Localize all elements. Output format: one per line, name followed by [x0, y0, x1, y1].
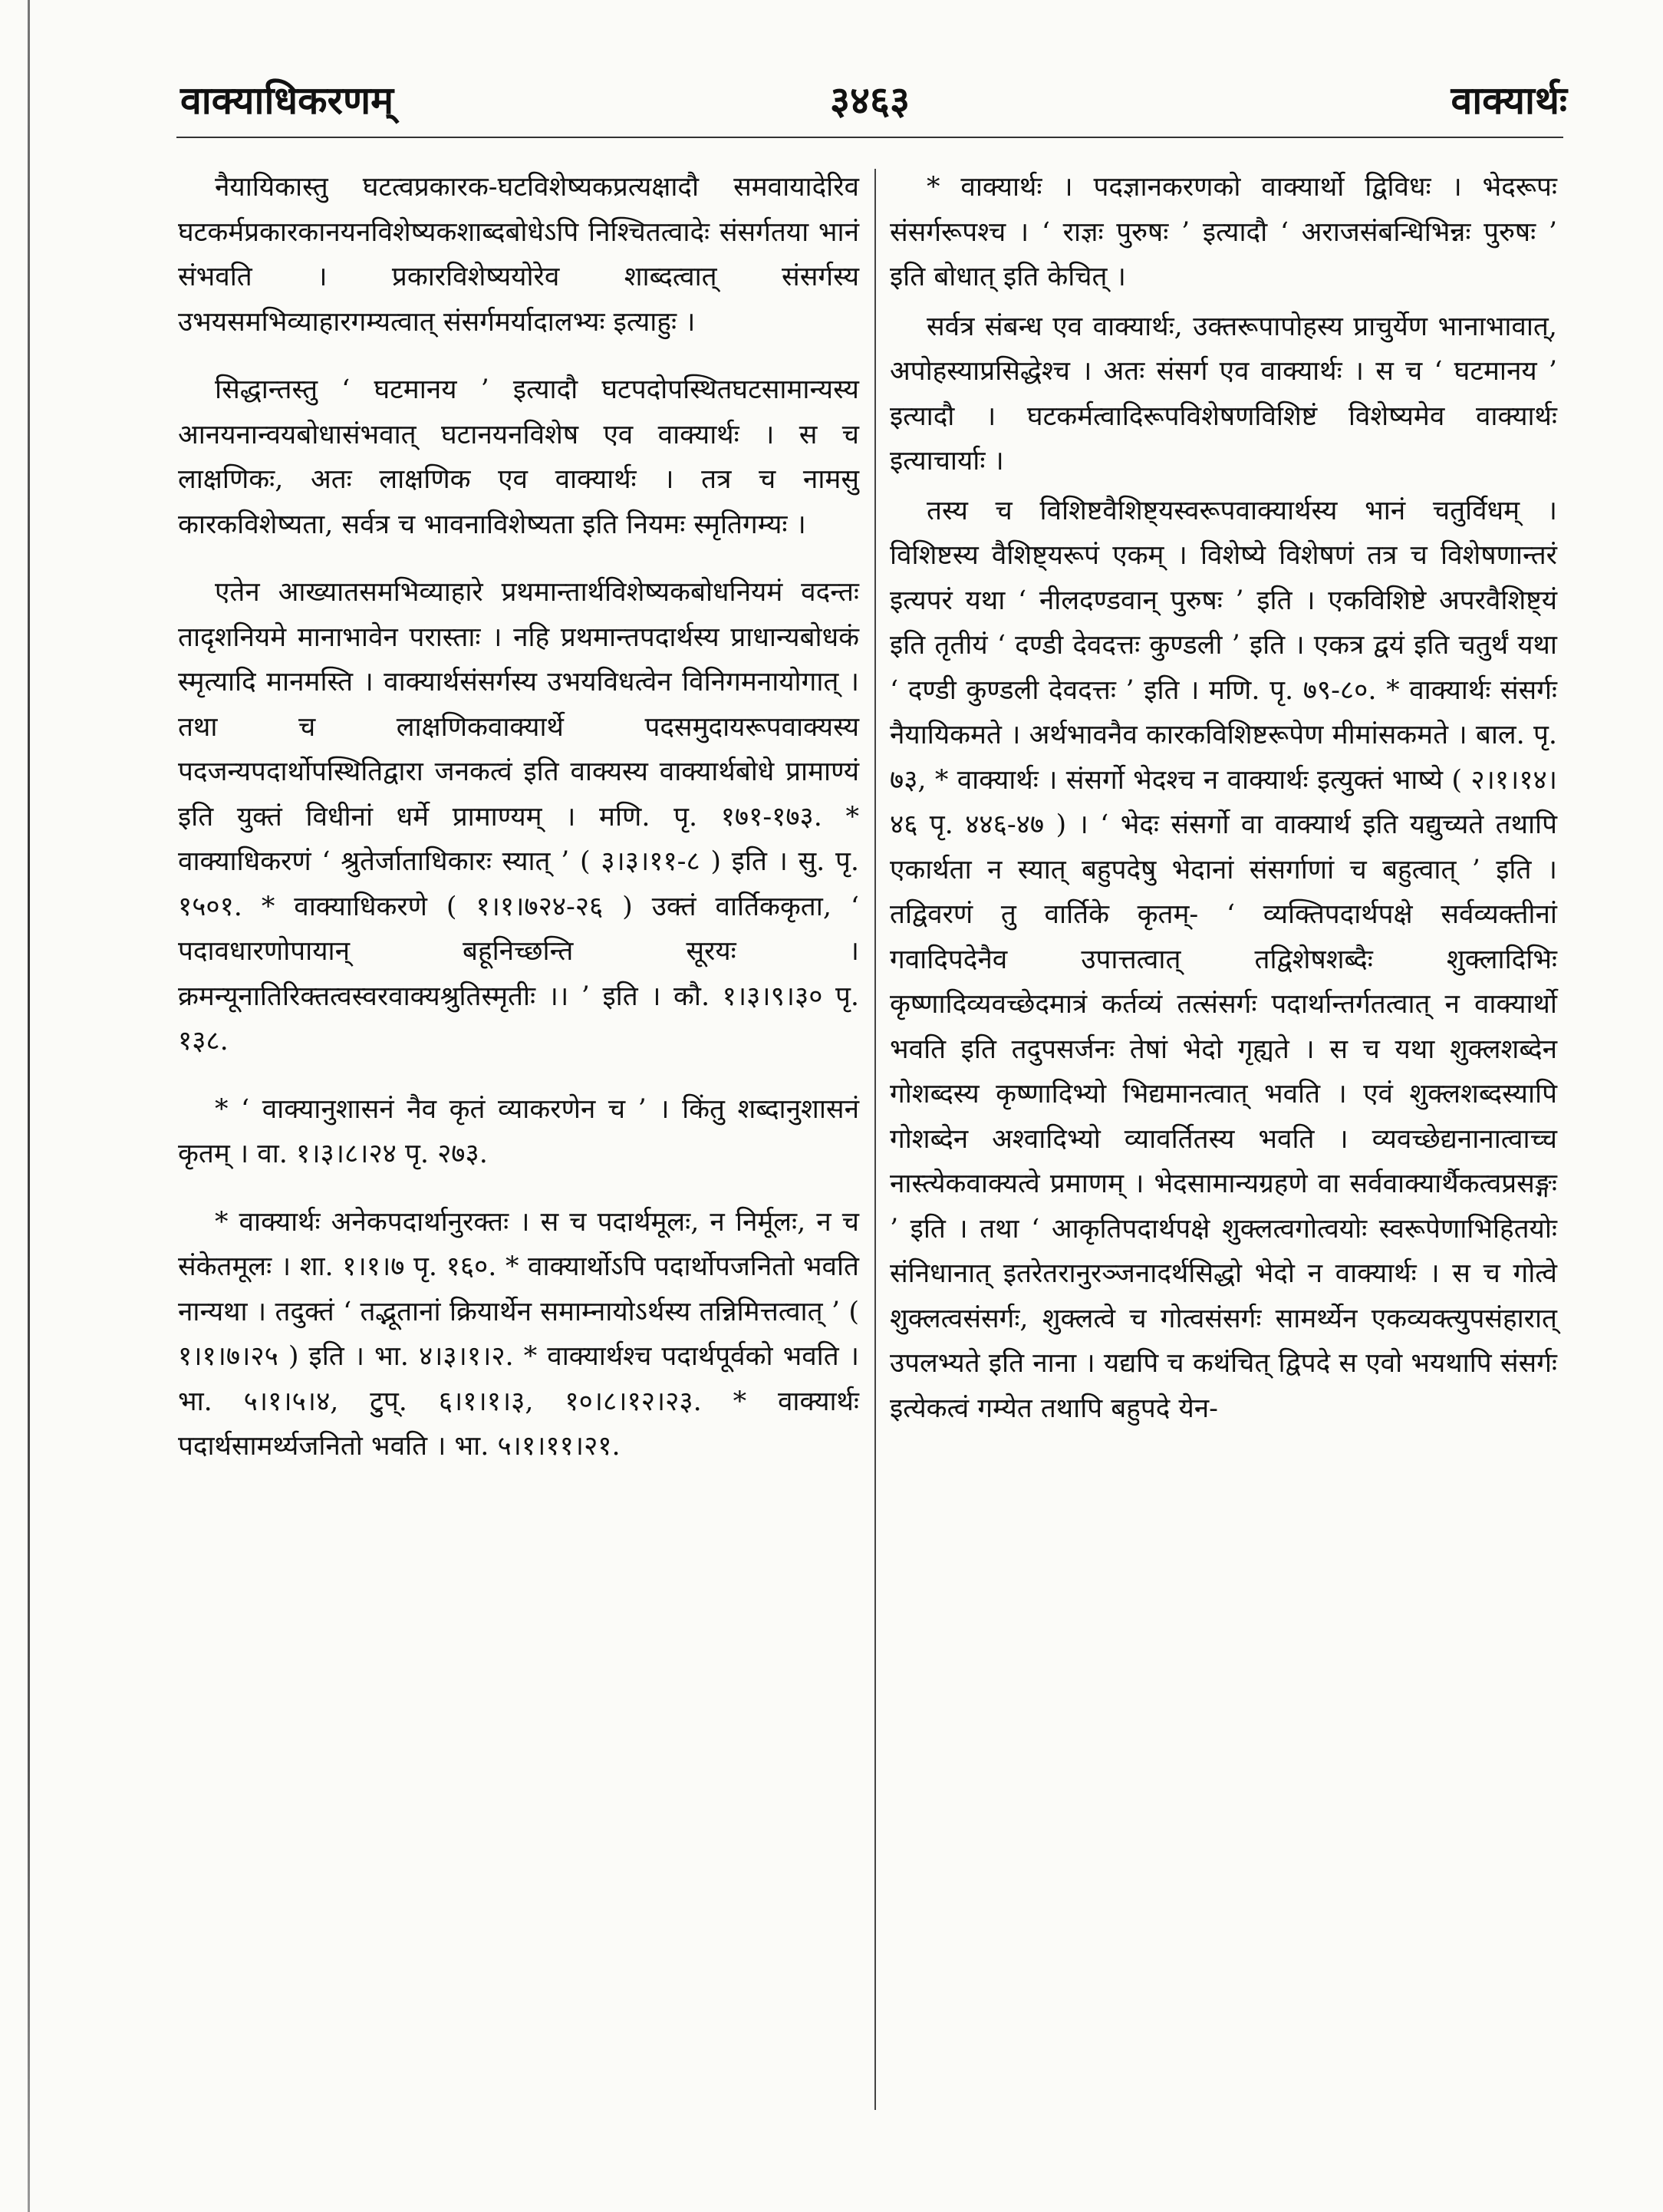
left-paragraph-2: सिद्धान्तस्तु ‘ घटमानय ’ इत्यादौ घटपदोपस्थितघटसामान्यस्य आनयनान्वयबोधासंभवात् घटानयनविशेष एव वाक्यार्थः । स च लाक्षणिकः, अतः लाक्षणिक एव वाक्यार्थः । तत्र च नामसु कारकविशेष्यता, सर्वत्र च भावनाविशेष्यता इति नियमः स्मृतिगम्यः । — [178, 374, 859, 540]
left-paragraph-3: एतेन आख्यातसमभिव्याहारे प्रथमान्तार्थविशेष्यकबोधनियमं वदन्तः तादृशनियमे मानाभावेन परास्ताः । नहि प्रथमान्तपदार्थस्य प्राधान्यबोधकं स्मृत्यादि मानमस्ति । वाक्यार्थसंसर्गस्य उभयविधत्वेन विनिगमनायोगात् । तथा च लाक्षणिकवाक्यार्थे पदसमुदायरूपवाक्यस्य पदजन्यपदार्थोपस्थितिद्वारा जनकत्वं इति वाक्यस्य वाक्यार्थबोधे प्रामाण्यं इति युक्तं विधीनां धर्मे प्रामाण्यम् । मणि. पृ. १७१-१७३. * वाक्याधिकरणं ‘ श्रुतेर्जाताधिकारः स्यात् ’ ( ३।३।११-८ ) इति । सु. पृ. १५०१. * वाक्याधिकरणे ( १।१।७२४-२६ ) उक्तं वार्तिककृता, ‘ पदावधारणोपायान् बहूनिच्छन्ति सूरयः । क्रमन्यूनातिरिक्तत्वस्वरवाक्यश्रुतिस्मृतीः ।। ’ इति । कौ. १।३।९।३० पृ. १३८. — [178, 577, 859, 1057]
header-divider — [176, 137, 1563, 138]
left-column — [178, 165, 859, 1492]
right-paragraph-1: * वाक्यार्थः । पदज्ञानकरणको वाक्यार्थो द्विविधः । भेदरूपः संसर्गरूपश्च । ‘ राज्ञः पुरुषः ’ इत्यादौ ‘ अराजसंबन्धिभिन्नः पुरुषः ’ इति बोधात् इति केचित् । — [890, 172, 1557, 292]
column-divider — [874, 169, 876, 2110]
left-paragraph-1: नैयायिकास्तु घटत्वप्रकारक-घटविशेष्यकप्रत्यक्षादौ समवायादेरिव घटकर्मप्रकारकानयनविशेष्यकशाब्दबोधेऽपि निश्चितत्वादेः संसर्गतया भानं संभवति । प्रकारविशेष्ययोरेव शाब्दत्वात् संसर्गस्य उभयसमभिव्याहारगम्यत्वात् संसर्गमर्यादालभ्यः इत्याहुः । — [178, 172, 859, 338]
header-right-title: वाक्यार्थः — [1451, 77, 1567, 123]
right-paragraph-2: सर्वत्र संबन्ध एव वाक्यार्थः, उक्तरूपापोहस्य प्राचुर्येण भानाभावात्, अपोहस्याप्रसिद्धेश्च । अतः संसर्ग एव वाक्यार्थः । स च ‘ घटमानय ’ इत्यादौ । घटकर्मत्वादिरूपविशेषणविशिष्टं विशेष्यमेव वाक्यार्थः इत्याचार्याः । — [890, 311, 1557, 476]
page-edge-border — [28, 0, 30, 2212]
header-left-title: वाक्याधिकरणम् — [180, 77, 394, 123]
right-paragraph-3: तस्य च विशिष्टवैशिष्ट्यस्वरूपवाक्यार्थस्य भानं चतुर्विधम् । विशिष्टस्य वैशिष्ट्यरूपं एकम् । विशेष्ये विशेषणं तत्र च विशेषणान्तरं इत्यपरं यथा ‘ नीलदण्डवान् पुरुषः ’ इति । एकविशिष्टे अपरवैशिष्ट्यं इति तृतीयं ‘ दण्डी देवदत्तः कुण्डली ’ इति । एकत्र द्वयं इति चतुर्थं यथा ‘ दण्डी कुण्डली देवदत्तः ’ इति । मणि. पृ. ७९-८०. * वाक्यार्थः संसर्गः नैयायिकमते । अर्थभावनैव कारकविशिष्टरूपेण मीमांसकमते । बाल. पृ. ७३, * वाक्यार्थः । संसर्गो भेदश्च न वाक्यार्थः इत्युक्तं भाष्ये ( २।१।१४।४६ पृ. ४४६-४७ ) । ‘ भेदः संसर्गो वा वाक्यार्थ इति यद्युच्यते तथापि एकार्थता न स्यात् बहुपदेषु भेदानां संसर्गाणां च बहुत्वात् ’ इति । तद्विवरणं तु वार्तिके कृतम्- ‘ व्यक्तिपदार्थपक्षे सर्वव्यक्तीनां गवादिपदेनैव उपात्तत्वात् तद्विशेषशब्दैः शुक्लादिभिः कृष्णादिव्यवच्छेदमात्रं कर्तव्यं तत्संसर्गः पदार्थान्तर्गतत्वात् न वाक्यार्थो भवति इति तदुपसर्जनः तेषां भेदो गृह्यते । स च यथा शुक्लशब्देन गोशब्दस्य कृष्णादिभ्यो भिद्यमानत्वात् भवति । एवं शुक्लशब्दस्यापि गोशब्देन अश्वादिभ्यो व्यावर्तितस्य भवति । व्यवच्छेद्यनानात्वाच्च नास्त्येकवाक्यत्वे प्रमाणम् । भेदसामान्यग्रहणे वा सर्ववाक्यार्थैकत्वप्रसङ्गः ’ इति । तथा ‘ आकृतिपदार्थपक्षे शुक्लत्वगोत्वयोः स्वरूपेणाभिहितयोः संनिधानात् इतरेतरानुरञ्जनादर्थसिद्धो भेदो न वाक्यार्थः । स च गोत्वे शुक्लत्वसंसर्गः, शुक्लत्वे च गोत्वसंसर्गः सामर्थ्येन एकव्यक्त्युपसंहारात् उपलभ्यते इति नाना । यद्यपि च कथंचित् द्विपदे स एवो भयथापि संसर्गः इत्येकत्वं गम्येत तथापि बहुपदे येन- — [890, 495, 1557, 1424]
left-paragraph-5: * वाक्यार्थः अनेकपदार्थानुरक्तः । स च पदार्थमूलः, न निर्मूलः, न च संकेतमूलः । शा. १।१।७ पृ. १६०. * वाक्यार्थोऽपि पदार्थोपजनितो भवति नान्यथा । तदुक्तं ‘ तद्भूतानां क्रियार्थेन समाम्नायोऽर्थस्य तन्निमित्तत्वात् ’ ( १।१।७।२५ ) इति । भा. ४।३।१।२. * वाक्यार्थश्च पदार्थपूर्वको भवति । भा. ५।१।५।४, टुप्. ६।१।१।३, १०।८।१२।२३. * वाक्यार्थः पदार्थसामर्थ्यजनितो भवति । भा. ५।१।११।२१. — [178, 1206, 859, 1462]
left-paragraph-4: * ‘ वाक्यानुशासनं नैव कृतं व्याकरणेन च ’ । किंतु शब्दानुशासनं कृतम् । वा. १।३।८।२४ पृ. २७३. — [178, 1093, 859, 1169]
page-header — [173, 73, 1567, 127]
page-number: ३४६३ — [830, 77, 910, 123]
right-column — [890, 165, 1557, 1436]
